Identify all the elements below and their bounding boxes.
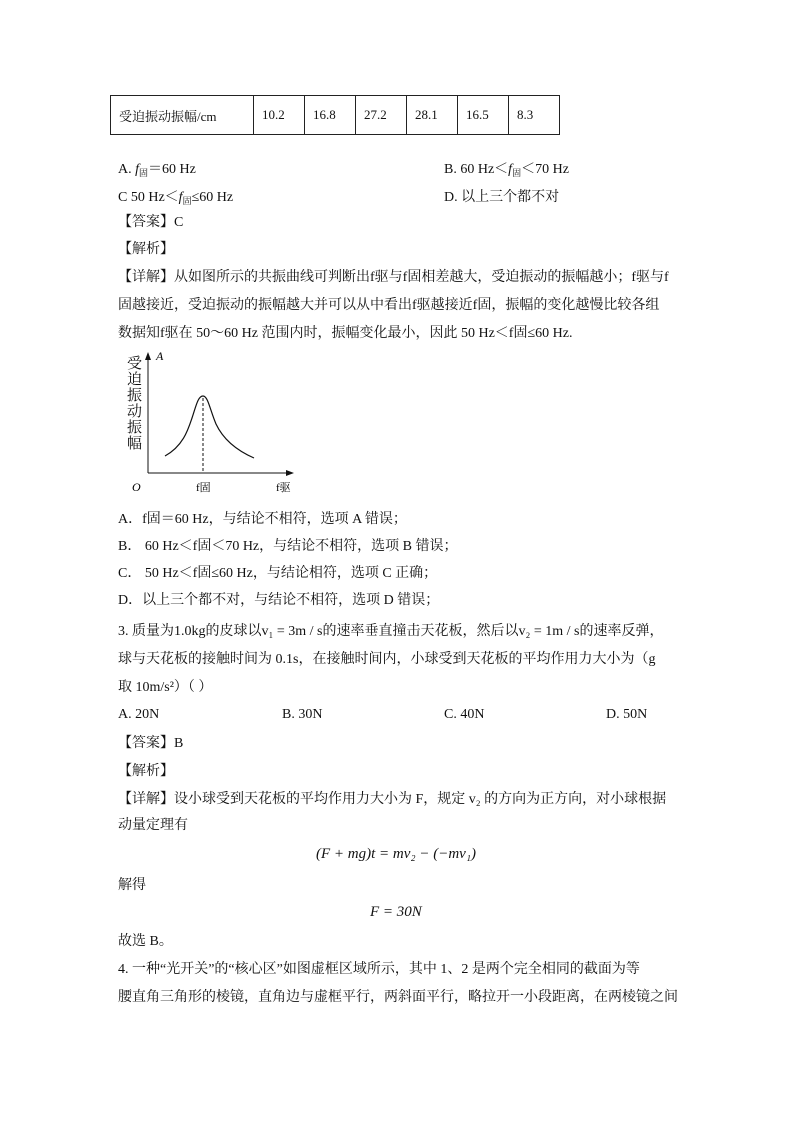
question-3-text: 球与天花板的接触时间为 0.1s，在接触时间内，小球受到天花板的平均作用力大小为（g — [118, 652, 656, 667]
q3-option-c: C. 40N — [444, 707, 485, 722]
option-c — [118, 186, 233, 207]
choice-analysis-c: C． 50 Hz＜f固≤60 Hz，与结论相符，选项 C 正确； — [118, 566, 438, 581]
peak-frequency-label: f固 — [196, 482, 211, 494]
table-cell: 28.1 — [407, 96, 458, 135]
result-equation: F = 30N — [370, 904, 422, 920]
question-3-text: 3. 质量为1.0kg的皮球以v₁ = 3m / s的速率垂直撞击天花板，然后以v₂ = 1m / s的速率反弹， — [118, 624, 664, 639]
option-b — [444, 158, 569, 179]
amplitude-table — [110, 95, 560, 135]
option-b-value: ＜70 Hz — [521, 162, 569, 177]
y-axis-arrow — [145, 352, 151, 360]
analysis-label: 【解析】 — [118, 764, 174, 779]
choice-analysis-d: D．以上三个都不对，与结论不相符，选项 D 错误； — [118, 593, 440, 608]
q3-option-b: B. 30N — [282, 707, 323, 722]
y-title-char: 振 — [127, 418, 143, 436]
table-row — [111, 96, 560, 135]
option-c-subscript: 固 — [182, 196, 192, 206]
detail-line: 【详解】从如图所示的共振曲线可判断出f驱与f固相差越大，受迫振动的振幅越小；f驱与f — [118, 270, 669, 285]
y-title-char: 受 — [127, 354, 143, 372]
option-b-prefix: B. 60 Hz＜ — [444, 162, 509, 177]
option-a — [118, 158, 196, 179]
option-a-value: ＝60 Hz — [148, 162, 196, 177]
table-cell: 10.2 — [254, 96, 305, 135]
y-title-char: 动 — [127, 402, 143, 420]
table-cell: 16.8 — [305, 96, 356, 135]
momentum-equation: (F + mg)t = mv₂ − (−mv₁) — [316, 846, 477, 862]
option-d: D. 以上三个都不对 — [444, 190, 560, 205]
choice-analysis-b: B． 60 Hz＜f固＜70 Hz，与结论不相符，选项 B 错误； — [118, 539, 458, 554]
option-c-prefix: C 50 Hz＜ — [118, 190, 179, 205]
answer-label: 【答案】C — [118, 215, 184, 230]
table-cell: 16.5 — [458, 96, 509, 135]
option-a-subscript: 固 — [139, 168, 149, 178]
question-4-text: 4. 一种“光开关”的“核心区”如图虚框区域所示，其中 1、2 是两个完全相同的截面为等 — [118, 962, 640, 977]
conclusion: 故选 B。 — [118, 934, 173, 949]
detail-line: 数据知f驱在 50～60 Hz 范围内时，振幅变化最小，因此 50 Hz＜f固≤60 Hz. — [118, 326, 573, 341]
x-axis-label: f驱 — [276, 482, 291, 494]
option-c-value: ≤60 Hz — [191, 190, 234, 205]
detail-line: 【详解】设小球受到天花板的平均作用力大小为 F，规定 v₂ 的方向为正方向，对小球根据 — [118, 792, 667, 807]
resonance-curve-figure — [118, 348, 298, 498]
y-title-char: 幅 — [127, 434, 143, 452]
q3-option-d: D. 50N — [606, 707, 648, 722]
origin-label: O — [132, 480, 141, 494]
option-b-subscript: 固 — [512, 168, 522, 178]
solve-label: 解得 — [118, 878, 146, 893]
x-axis-arrow — [286, 470, 294, 476]
q3-option-a: A. 20N — [118, 707, 160, 722]
table-cell: 8.3 — [509, 96, 560, 135]
option-b-symbol: f — [508, 162, 513, 177]
detail-line: 动量定理有 — [118, 818, 188, 833]
question-4-text: 腰直角三角形的棱镜，直角边与虚框平行，两斜面平行，略拉开一小段距离，在两棱镜之间 — [118, 990, 678, 1005]
option-a-prefix: A. — [118, 162, 136, 177]
resonance-curve — [165, 396, 254, 458]
option-c-symbol: f — [178, 190, 183, 205]
y-title-char: 迫 — [127, 370, 143, 388]
y-title-char: 振 — [127, 386, 143, 404]
table-header-cell: 受迫振动振幅/cm — [111, 96, 254, 135]
table-cell: 27.2 — [356, 96, 407, 135]
y-axis-label: A — [156, 349, 164, 363]
y-axis-title — [127, 354, 142, 452]
option-a-symbol: f — [135, 162, 140, 177]
choice-analysis-a: A．f固＝60 Hz，与结论不相符，选项 A 错误； — [118, 512, 407, 527]
detail-line: 固越接近，受迫振动的振幅越大并可以从中看出f驱越接近f固，振幅的变化越慢比较各组 — [118, 298, 660, 313]
question-3-text: 取 10m/s²）（ ） — [118, 680, 213, 695]
answer-label: 【答案】B — [118, 736, 184, 751]
analysis-label: 【解析】 — [118, 242, 174, 257]
